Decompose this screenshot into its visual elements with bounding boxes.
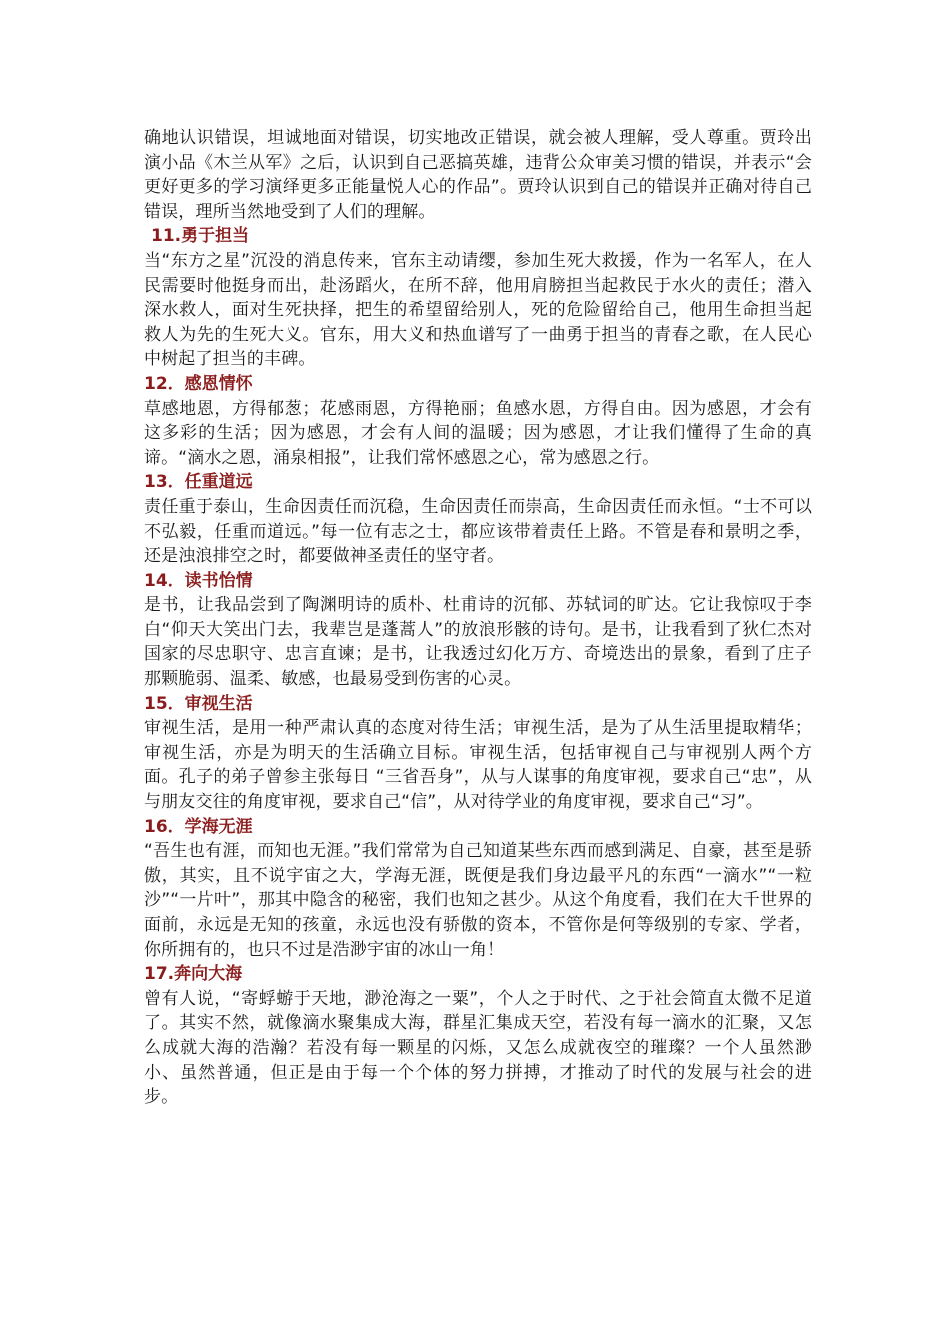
- section-heading-13: 13．任重道远: [144, 472, 253, 493]
- section-heading-12: 12．感恩情怀: [144, 373, 253, 394]
- section-heading-14: 14．读书怡情: [144, 570, 253, 591]
- section-paragraph-16: “吾生也有涯，而知也无涯。”我们常常为自己知道某些东西而感到满足、自豪，甚至是骄傲，其实，且不说宇宙之大，学海无涯，既便是我们身边最平凡的东西“一滴水”“一粒沙”“一片叶”，那其中隐含的秘密，我们也知之甚少。从这个角度看，我们在大千世界的面前，永远是无知的孩童，永远也没有骄傲的资本，不管你是何等级别的专家、学者，你所拥有的，也只不过是浩渺宇宙的冰山一角！: [144, 841, 812, 960]
- section-heading-17: 17.奔向大海: [144, 964, 243, 985]
- section-heading-15: 15．审视生活: [144, 693, 253, 714]
- document-page: [144, 126, 812, 1110]
- section-heading-16: 16．学海无涯: [144, 816, 253, 837]
- section-heading-11: 11.勇于担当: [151, 226, 250, 247]
- intro-paragraph: 确地认识错误，坦诚地面对错误，切实地改正错误，就会被人理解，受人尊重。贾玲出演小品《木兰从军》之后，认识到自己恶搞英雄，违背公众审美习惯的错误，并表示“会更好更多的学习演绎更多正能量悦人心的作品”。贾玲认识到自己的错误并正确对待自己错误，理所当然地受到了人们的理解。: [144, 128, 812, 222]
- section-paragraph-12: 草感地恩，方得郁葱；花感雨恩，方得艳丽；鱼感水恩，方得自由。因为感恩，才会有这多彩的生活；因为感恩，才会有人间的温暖；因为感恩，才让我们懂得了生命的真谛。“滴水之恩，涌泉相报”，让我们常怀感恩之心，常为感恩之行。: [144, 398, 812, 468]
- section-paragraph-17: 曾有人说，“寄蜉蝣于天地，渺沧海之一粟”，个人之于时代、之于社会简直太微不足道了。其实不然，就像滴水聚集成大海，群星汇集成天空，若没有每一滴水的汇聚，又怎么成就大海的浩瀚？若没有每一颗星的闪烁，又怎么成就夜空的璀璨？一个人虽然渺小、虽然普通，但正是由于每一个个体的努力拼搏，才推动了时代的发展与社会的进步。: [144, 988, 812, 1108]
- section-paragraph-15: 审视生活，是用一种严肃认真的态度对待生活；审视生活，是为了从生活里提取精华；审视生活，亦是为明天的生活确立目标。审视生活，包括审视自己与审视别人两个方面。孔子的弟子曾参主张每日 “三省吾身”，从与人谋事的角度审视，要求自己“忠”，从与朋友交往的角度审视，要求自己“信”，从对待学业的角度审视，要求自己“习”。: [144, 718, 812, 813]
- section-paragraph-11: 当“东方之星”沉没的消息传来，官东主动请缨，参加生死大救援，作为一名军人，在人民需要时他挺身而出，赴汤蹈火，在所不辞，他用肩膀担当起救民于水火的责任；潜入深水救人，面对生死抉择，把生的希望留给别人，死的危险留给自己，他用生命担当起救人为先的生死大义。官东，用大义和热血谱写了一曲勇于担当的青春之歌，在人民心中树起了担当的丰碑。: [144, 250, 812, 370]
- section-paragraph-13: 责任重于泰山，生命因责任而沉稳，生命因责任而崇高，生命因责任而永恒。“士不可以不弘毅，任重而道远。”每一位有志之士，都应该带着责任上路。不管是春和景明之季，还是浊浪排空之时，都要做神圣责任的坚守者。: [144, 496, 812, 567]
- section-paragraph-14: 是书，让我品尝到了陶渊明诗的质朴、杜甫诗的沉郁、苏轼词的旷达。它让我惊叹于李白“仰天大笑出门去，我辈岂是蓬蒿人”的放浪形骸的诗句。是书，让我看到了狄仁杰对国家的尽忠职守、忠言直谏；是书，让我透过幻化万方、奇境迭出的景象，看到了庄子那颗脆弱、温柔、敏感，也最易受到伤害的心灵。: [144, 595, 812, 690]
